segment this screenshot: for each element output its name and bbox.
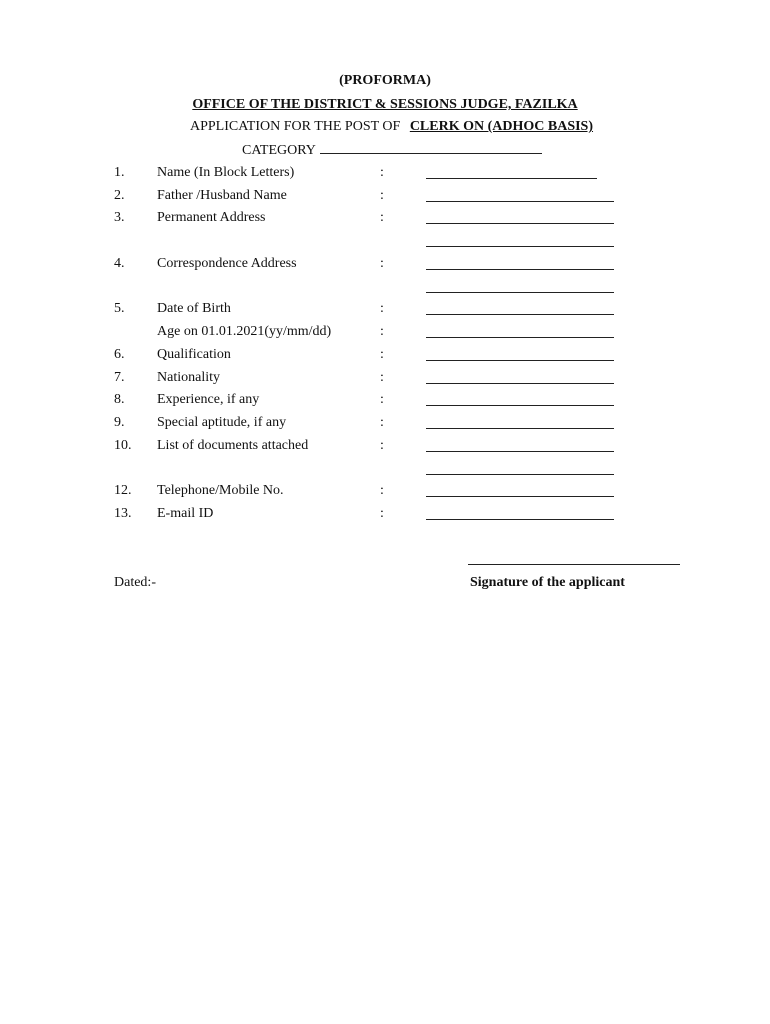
field-colon: :	[380, 483, 384, 498]
category-label: CATEGORY	[242, 143, 316, 158]
field-row-experience	[0, 391, 770, 409]
field-colon: :	[380, 324, 384, 339]
special-aptitude-field[interactable]	[426, 416, 614, 429]
dated-label: Dated:-	[114, 575, 156, 590]
field-label: Qualification	[157, 347, 231, 362]
date-of-birth-field[interactable]	[426, 302, 614, 315]
field-number: 1.	[114, 165, 125, 180]
field-colon: :	[380, 438, 384, 453]
field-label: Permanent Address	[157, 210, 266, 225]
field-row-age	[0, 323, 770, 341]
field-row-email	[0, 505, 770, 523]
correspondence-address-field-line-2[interactable]	[426, 280, 614, 293]
field-label: Correspondence Address	[157, 256, 297, 271]
field-colon: :	[380, 188, 384, 203]
field-label: Telephone/Mobile No.	[157, 483, 284, 498]
field-row-father-husband-name	[0, 187, 770, 205]
category-row	[242, 141, 542, 160]
field-row-correspondence-address	[0, 255, 770, 273]
nationality-field[interactable]	[426, 371, 614, 384]
field-label: Father /Husband Name	[157, 188, 287, 203]
field-colon: :	[380, 301, 384, 316]
office-heading: OFFICE OF THE DISTRICT & SESSIONS JUDGE, FAZILKA	[192, 97, 578, 112]
field-number: 6.	[114, 347, 125, 362]
permanent-address-field-line-1[interactable]	[426, 211, 614, 224]
correspondence-address-field-line-1[interactable]	[426, 257, 614, 270]
field-number: 3.	[114, 210, 125, 225]
field-label: Name (In Block Letters)	[157, 165, 295, 180]
field-row-date-of-birth	[0, 300, 770, 318]
field-row-special-aptitude	[0, 414, 770, 432]
field-number: 7.	[114, 370, 125, 385]
field-number: 12.	[114, 483, 132, 498]
field-row-qualification	[0, 346, 770, 364]
email-field[interactable]	[426, 507, 614, 520]
documents-attached-field-line-2[interactable]	[426, 462, 614, 475]
field-number: 8.	[114, 392, 125, 407]
application-heading	[190, 118, 593, 136]
field-row-nationality	[0, 369, 770, 387]
experience-field[interactable]	[426, 393, 614, 406]
field-colon: :	[380, 392, 384, 407]
field-colon: :	[380, 370, 384, 385]
field-row-name	[0, 164, 770, 182]
field-colon: :	[380, 347, 384, 362]
field-label: Experience, if any	[157, 392, 260, 407]
field-number: 4.	[114, 256, 125, 271]
field-colon: :	[380, 415, 384, 430]
field-number: 9.	[114, 415, 125, 430]
field-number: 10.	[114, 438, 132, 453]
field-row-telephone	[0, 482, 770, 500]
field-label: Date of Birth	[157, 301, 231, 316]
documents-attached-field-line-1[interactable]	[426, 439, 614, 452]
field-label: Nationality	[157, 370, 220, 385]
signature-label: Signature of the applicant	[470, 575, 625, 590]
application-prefix: APPLICATION FOR THE POST OF	[190, 119, 401, 134]
telephone-field[interactable]	[426, 484, 614, 497]
field-row-documents-attached	[0, 437, 770, 455]
field-colon: :	[380, 256, 384, 271]
field-colon: :	[380, 210, 384, 225]
age-field[interactable]	[426, 325, 614, 338]
field-label: Age on 01.01.2021(yy/mm/dd)	[157, 324, 332, 339]
father-husband-name-field[interactable]	[426, 189, 614, 202]
field-label: Special aptitude, if any	[157, 415, 287, 430]
field-colon: :	[380, 506, 384, 521]
permanent-address-field-line-2[interactable]	[426, 234, 614, 247]
post-name: CLERK ON (ADHOC BASIS)	[409, 119, 594, 134]
field-colon: :	[380, 165, 384, 180]
signature-field[interactable]	[468, 552, 680, 565]
field-label: List of documents attached	[157, 438, 309, 453]
field-row-permanent-address	[0, 209, 770, 227]
name-field[interactable]	[426, 166, 597, 179]
field-number: 5.	[114, 301, 125, 316]
field-number: 13.	[114, 506, 132, 521]
field-number: 2.	[114, 188, 125, 203]
qualification-field[interactable]	[426, 348, 614, 361]
field-label: E-mail ID	[157, 506, 214, 521]
proforma-heading: (PROFORMA)	[339, 73, 431, 88]
category-field[interactable]	[320, 141, 542, 154]
